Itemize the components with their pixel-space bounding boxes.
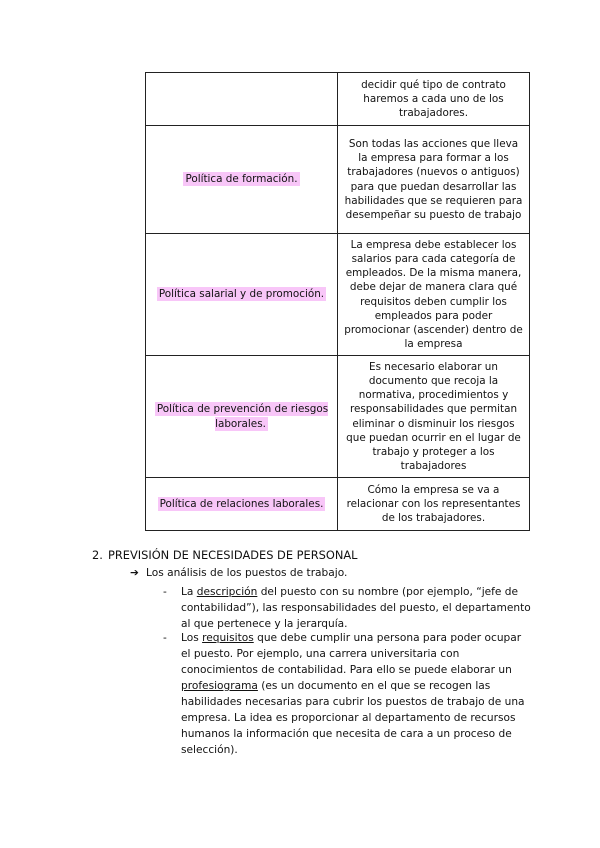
dash-marker: -: [163, 632, 167, 644]
highlighted-policy-name: Política salarial y de promoción.: [158, 288, 325, 301]
underlined-term: descripción: [196, 586, 258, 598]
policy-name-cell: [146, 73, 338, 126]
table-row: [146, 126, 530, 234]
underlined-term: profesiograma: [181, 680, 258, 692]
highlighted-policy-name: Política de formación.: [185, 173, 298, 186]
dash-marker: -: [163, 586, 167, 598]
table-row: [146, 73, 530, 126]
section-number: 2.: [92, 548, 103, 562]
section-title: PREVISIÓN DE NECESIDADES DE PERSONAL: [108, 548, 358, 562]
highlighted-policy-name: Política de relaciones laborales.: [159, 497, 324, 510]
underlined-term: requisitos: [202, 632, 254, 644]
table-row: [146, 234, 530, 356]
table-row: [146, 356, 530, 478]
list-item-text: La descripción del puesto con su nombre (por ejemplo, “jefe de contabilidad”), las responsabilidades del puesto, el departamento al que pertenece y la jerarquía.: [181, 586, 531, 630]
policy-description-cell: La empresa debe establecer los salarios para cada categoría de empleados. De la misma manera, debe dejar de manera clara qué requisitos deben cumplir los empleados para poder promocionar (ascender) dentro de la empresa: [338, 234, 530, 356]
arrow-bullet: [130, 566, 347, 581]
table-row: [146, 478, 530, 531]
list-item: [163, 630, 533, 758]
arrow-bullet-icon: ➔: [130, 567, 139, 579]
list-item-text: Los requisitos que debe cumplir una persona para poder ocupar el puesto. Por ejemplo, una carrera universitaria con conocimientos de contabilidad. Para ello se puede elaborar un profesiograma (es un documento en el que se recogen las habilidades necesarias para cubrir los puestos de trabajo de una empresa. La idea es proporcionar al departamento de recursos humanos la información que necesita de cara a un proceso de selección).: [181, 632, 525, 756]
policy-description-cell: Son todas las acciones que lleva la empresa para formar a los trabajadores (nuevos o antiguos) para que puedan desarrollar las habilidades que se requieren para desempeñar su puesto de trabajo: [338, 126, 530, 234]
policy-name-cell: [146, 234, 338, 356]
list-item: [163, 584, 533, 632]
section-heading: [92, 548, 532, 563]
policy-name-cell: [146, 478, 338, 531]
highlighted-policy-name: Política de prevención de riesgos laborales.: [156, 403, 329, 430]
bullet-text: Los análisis de los puestos de trabajo.: [146, 567, 348, 579]
policy-description-cell: decidir qué tipo de contrato haremos a cada uno de los trabajadores.: [338, 73, 530, 126]
policies-table: [145, 72, 530, 531]
policy-name-cell: [146, 356, 338, 478]
policy-name-cell: [146, 126, 338, 234]
policy-description-cell: Es necesario elaborar un documento que recoja la normativa, procedimientos y responsabilidades que permitan eliminar o disminuir los riesgos que puedan ocurrir en el lugar de trabajo y proteger a los trabajadores: [338, 356, 530, 478]
policy-description-cell: Cómo la empresa se va a relacionar con los representantes de los trabajadores.: [338, 478, 530, 531]
